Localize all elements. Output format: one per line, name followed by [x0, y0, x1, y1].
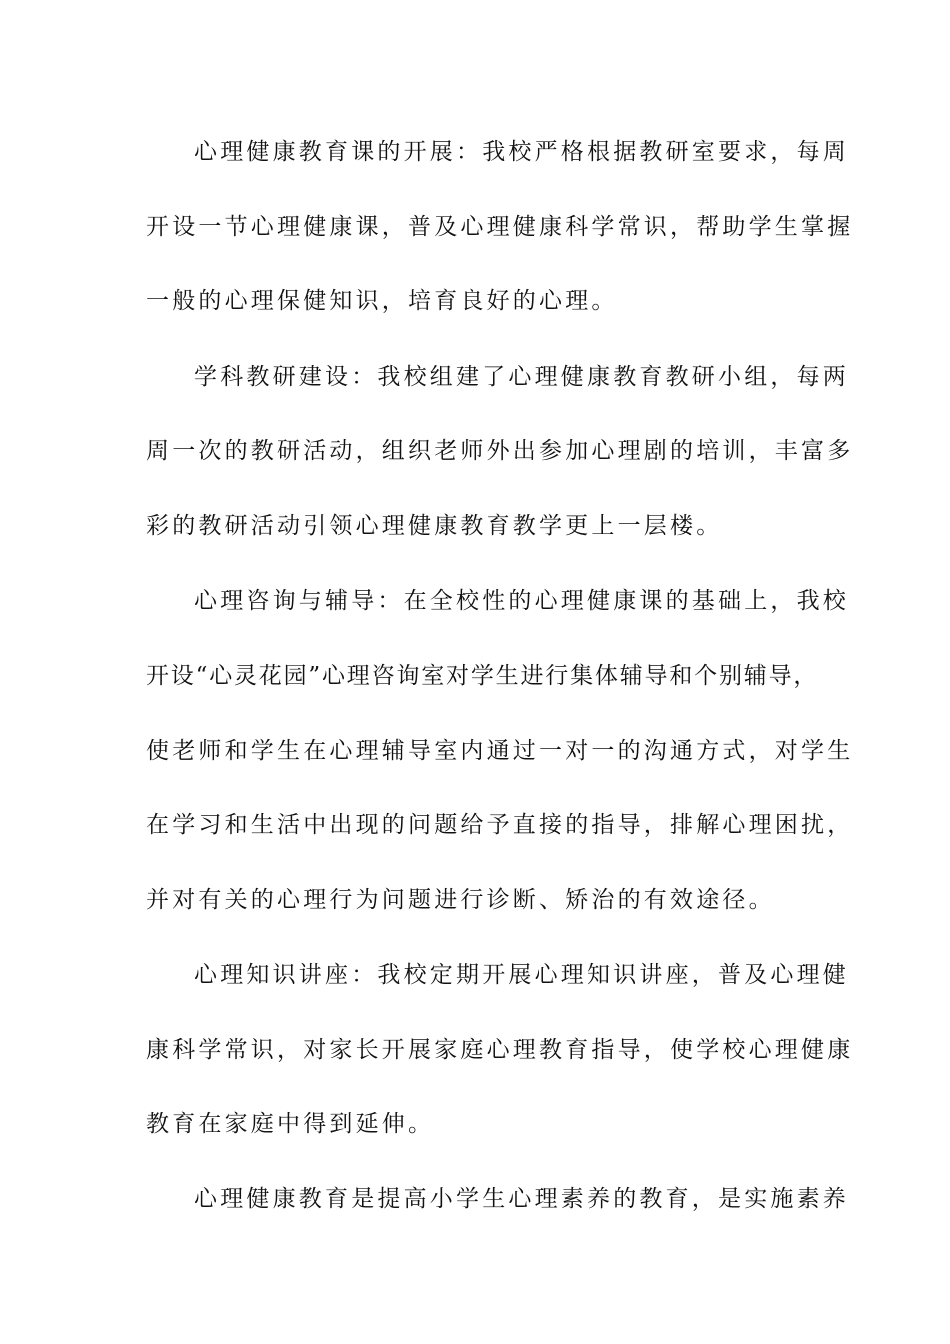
- paragraph-4-line-1: 心理知识讲座：我校定期开展心理知识讲座，普及心理健: [194, 962, 849, 988]
- paragraph-4-line-3: 教育在家庭中得到延伸。: [146, 1111, 435, 1137]
- paragraph-3-line-1: 心理咨询与辅导：在全校性的心理健康课的基础上，我校: [194, 588, 849, 614]
- paragraph-1-line-3: 一般的心理保健知识，培育良好的心理。: [146, 288, 618, 314]
- paragraph-3-line-4: 在学习和生活中出现的问题给予直接的指导，排解心理困扰，: [146, 812, 854, 838]
- paragraph-3-line-5: 并对有关的心理行为问题进行诊断、矫治的有效途径。: [146, 887, 775, 913]
- paragraph-2-line-2: 周一次的教研活动，组织老师外出参加心理剧的培训，丰富多: [146, 438, 854, 464]
- paragraph-5-line-1: 心理健康教育是提高小学生心理素养的教育，是实施素养: [194, 1186, 849, 1212]
- paragraph-1-line-1: 心理健康教育课的开展：我校严格根据教研室要求，每周: [194, 139, 849, 165]
- paragraph-2-line-3: 彩的教研活动引领心理健康教育教学更上一层楼。: [146, 513, 723, 539]
- paragraph-3-line-2: 开设“心灵花园”心理咨询室对学生进行集体辅导和个别辅导，: [146, 663, 818, 689]
- paragraph-4-line-2: 康科学常识，对家长开展家庭心理教育指导，使学校心理健康: [146, 1037, 854, 1063]
- paragraph-2-line-1: 学科教研建设：我校组建了心理健康教育教研小组，每两: [194, 364, 849, 390]
- paragraph-1-line-2: 开设一节心理健康课，普及心理健康科学常识，帮助学生掌握: [146, 214, 854, 240]
- paragraph-3-line-3: 使老师和学生在心理辅导室内通过一对一的沟通方式，对学生: [146, 738, 854, 764]
